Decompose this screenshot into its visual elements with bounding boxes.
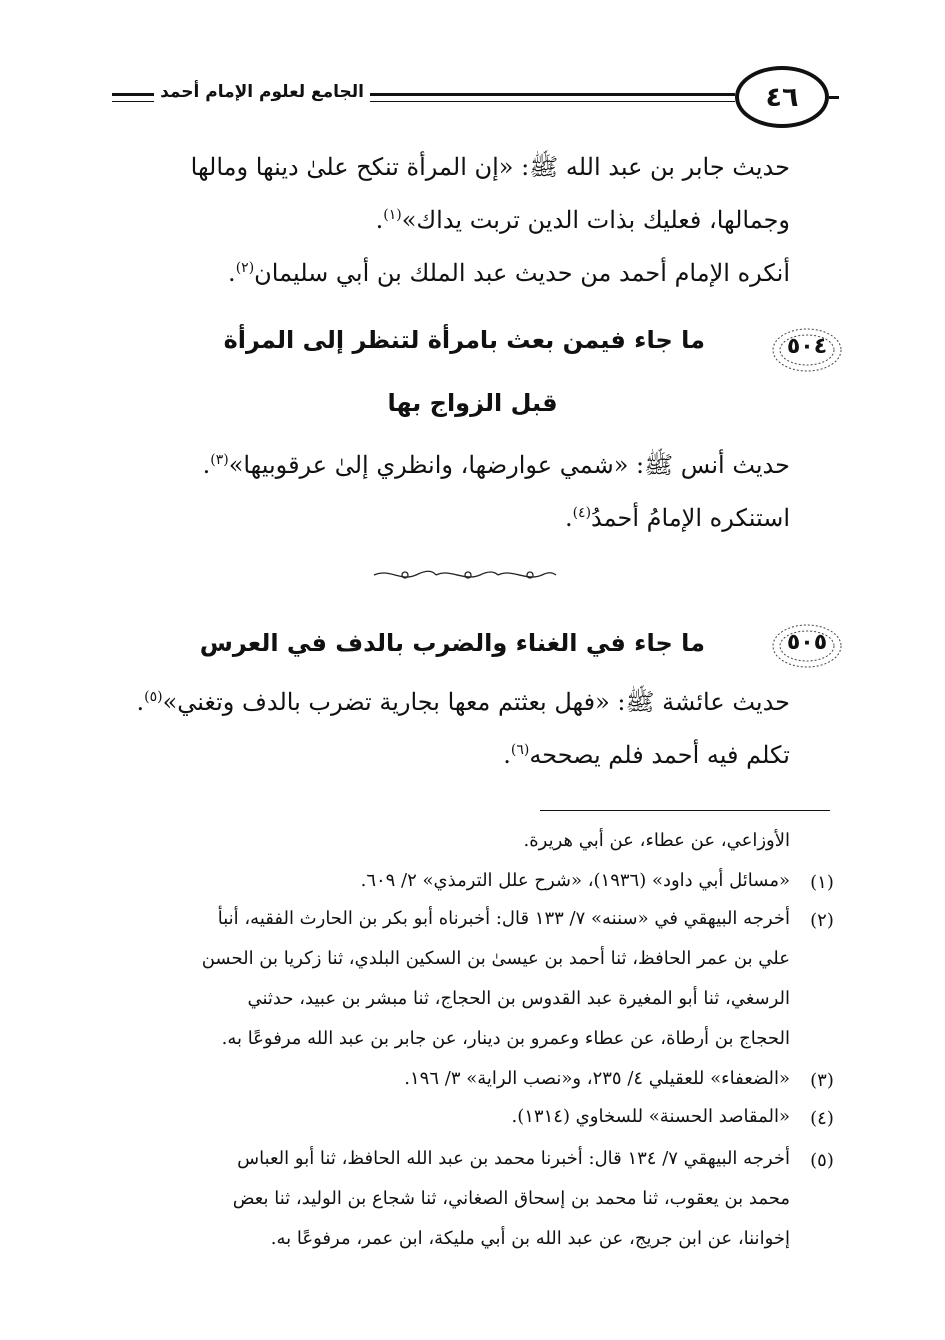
footnote-number: (٥): [810, 1150, 834, 1171]
footnote-continuation: الأوزاعي، عن عطاء، عن أبي هريرة.: [523, 830, 790, 851]
chapter-number: ٥٠٤: [786, 334, 828, 359]
ahmad-comment-1-text: أنكره الإمام أحمد من حديث عبد الملك بن أبي سليمان: [254, 259, 790, 287]
footnote-2-line3: الرسغي، ثنا أبو المغيرة عبد القدوس بن الحجاج، ثنا مبشر بن عبيد، حدثني: [247, 988, 790, 1009]
header-rule-right: [829, 96, 839, 99]
full-stop: .: [202, 451, 211, 479]
footnote-number: (٣): [810, 1070, 834, 1091]
footnote-number: (٤): [810, 1108, 834, 1129]
footnote-number: (٢): [810, 910, 834, 931]
footnote-3: «الضعفاء» للعقيلي ٤/ ٢٣٥، و«نصب الراية» ٣/ ١٩٦.: [404, 1068, 790, 1089]
hadith-jabir-line2-text: وجمالها، فعليك بذات الدين تربت يداك»: [401, 206, 790, 234]
ahmad-comment-2-text: استنكره الإمامُ أحمدُ: [591, 504, 790, 532]
footnote-ref-3[interactable]: (٣): [210, 452, 229, 468]
footnote-separator: [540, 810, 830, 811]
footnote-5-line2: محمد بن يعقوب، ثنا محمد بن إسحاق الصغاني، ثنا شجاع بن الوليد، ثنا بعض: [232, 1188, 790, 1209]
ahmad-comment-1: [228, 256, 790, 290]
chapter-title-line2: قبل الزواج بها: [387, 389, 558, 417]
footnote-2-line4: الحجاج بن أرطاة، عن عطاء وعمرو بن دينار، عن جابر بن عبد الله مرفوعًا به.: [221, 1028, 790, 1049]
full-stop: .: [136, 688, 145, 716]
footnote-ref-1[interactable]: (١): [383, 207, 402, 223]
full-stop: .: [503, 741, 511, 769]
full-stop: .: [564, 504, 573, 532]
divider-ornament-icon: [370, 567, 560, 583]
full-stop: .: [375, 206, 384, 234]
footnote-5-line3: إخواننا، عن ابن جريج، عن عبد الله بن أبي مليكة، ابن عمر، مرفوعًا به.: [270, 1228, 790, 1249]
running-title: الجامع لعلوم الإمام أحمد: [154, 82, 370, 102]
chapter-number: ٥٠٥: [786, 630, 828, 655]
ahmad-comment-3-text: تكلم فيه أحمد فلم يصححه: [529, 741, 790, 769]
footnote-1: «مسائل أبي داود» (١٩٣٦)، «شرح علل الترمذي» ٢/ ٦٠٩.: [360, 870, 790, 891]
hadith-aisha: [136, 685, 790, 719]
footnote-number: (١): [810, 872, 834, 893]
hadith-jabir-line1: حديث جابر بن عبد الله ﷺ: «إن المرأة تنكح علىٰ دينها ومالها: [190, 153, 790, 181]
hadith-jabir-line2: [376, 203, 790, 237]
footnote-2-line1: أخرجه البيهقي في «سننه» ٧/ ١٣٣ قال: أخبرناه أبو بكر بن الحارث الفقيه، أنبأ: [217, 908, 790, 929]
chapter-number-badge: [770, 326, 844, 374]
footnote-ref-2[interactable]: (٢): [235, 260, 255, 276]
page-number-oval: [735, 66, 829, 128]
chapter-number-badge: [770, 622, 844, 670]
hadith-aisha-text: حديث عائشة ﷺ: «فهل بعثتم معها بجارية تضرب بالدف وتغني»: [162, 688, 790, 716]
chapter-title: ما جاء في الغناء والضرب بالدف في العرس: [199, 629, 705, 657]
full-stop: .: [228, 259, 236, 287]
hadith-anas-text: حديث أنس ﷺ: «شمي عوارضها، وانظري إلىٰ عرقوبيها»: [228, 451, 790, 479]
ahmad-comment-2: [565, 501, 790, 535]
footnote-ref-4[interactable]: (٤): [572, 505, 592, 521]
chapter-title-line1: ما جاء فيمن بعث بامرأة لتنظر إلى المرأة: [223, 326, 705, 354]
footnote-ref-6[interactable]: (٦): [510, 742, 530, 758]
ahmad-comment-3: [503, 738, 790, 772]
footnote-2-line2: علي بن عمر الحافظ، ثنا أحمد بن عيسىٰ بن السكين البلدي، ثنا زكريا بن الحسن: [201, 948, 790, 969]
footnote-4: «المقاصد الحسنة» للسخاوي (١٣١٤).: [511, 1106, 790, 1127]
page-number: ٤٦: [765, 81, 799, 113]
hadith-anas: [203, 448, 790, 482]
footnote-5-line1: أخرجه البيهقي ٧/ ١٣٤ قال: أخبرنا محمد بن عبد الله الحافظ، ثنا أبو العباس: [237, 1148, 790, 1169]
footnote-ref-5[interactable]: (٥): [144, 689, 163, 705]
